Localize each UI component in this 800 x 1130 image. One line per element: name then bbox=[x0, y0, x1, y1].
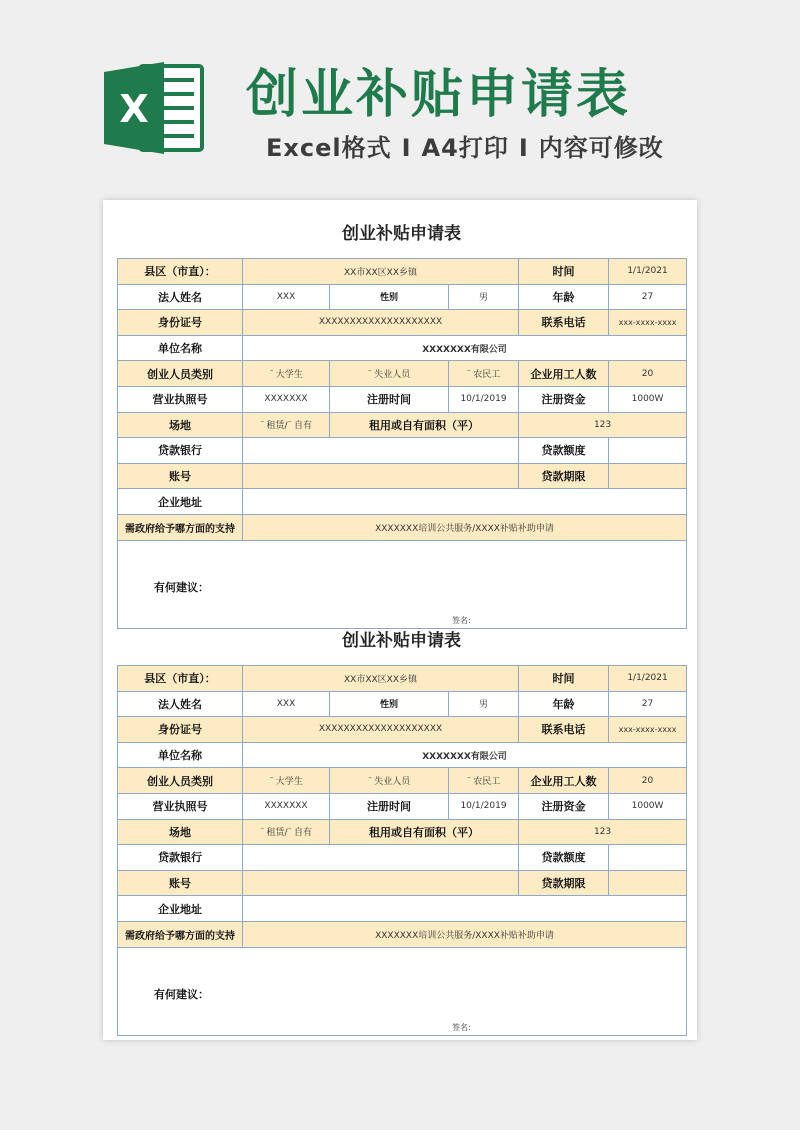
check-icon: ˜ bbox=[259, 421, 265, 432]
category-option-unemployed[interactable] bbox=[330, 768, 449, 794]
age-label: 年龄 bbox=[519, 284, 609, 310]
reg-time-value[interactable]: 10/1/2019 bbox=[449, 793, 519, 819]
account-value[interactable] bbox=[243, 870, 519, 896]
loan-term-label: 贷款期限 bbox=[519, 870, 609, 896]
reg-time-label: 注册时间 bbox=[330, 386, 449, 412]
legal-name-label: 法人姓名 bbox=[118, 284, 243, 310]
address-value[interactable] bbox=[243, 896, 687, 922]
table-row bbox=[118, 514, 687, 540]
table-row bbox=[118, 947, 687, 1035]
site-label: 场地 bbox=[118, 819, 243, 845]
company-value[interactable]: XXXXXXX有限公司 bbox=[243, 335, 687, 361]
license-label: 营业执照号 bbox=[118, 793, 243, 819]
application-form-1 bbox=[117, 208, 686, 629]
phone-label: 联系电话 bbox=[519, 717, 609, 743]
legal-name-label: 法人姓名 bbox=[118, 691, 243, 717]
site-options[interactable] bbox=[243, 412, 330, 438]
category-option-migrant[interactable] bbox=[449, 768, 519, 794]
check-icon: ˜ bbox=[367, 370, 373, 381]
excel-icon bbox=[102, 56, 206, 160]
print-label: A4打印 bbox=[421, 134, 509, 162]
table-row bbox=[118, 463, 687, 489]
category-option-student[interactable] bbox=[243, 768, 330, 794]
loan-amount-label: 贷款额度 bbox=[519, 438, 609, 464]
category-option-unemployed[interactable] bbox=[330, 361, 449, 387]
reg-time-label: 注册时间 bbox=[330, 793, 449, 819]
table-row bbox=[118, 768, 687, 794]
capital-value[interactable]: 1000W bbox=[609, 386, 687, 412]
option-text: 租赁/ bbox=[266, 421, 288, 432]
option-text: 大学生 bbox=[275, 370, 303, 381]
capital-value[interactable]: 1000W bbox=[609, 793, 687, 819]
table-row bbox=[118, 335, 687, 361]
table-row bbox=[118, 870, 687, 896]
id-number-value[interactable]: XXXXXXXXXXXXXXXXXXXX bbox=[243, 310, 519, 336]
check-icon: ˜ bbox=[287, 421, 293, 432]
loan-term-value[interactable] bbox=[609, 870, 687, 896]
suggestion-label: 有何建议： bbox=[154, 580, 209, 594]
area-label: 租用或自有面积（平） bbox=[330, 412, 519, 438]
support-label: 需政府给予哪方面的支持 bbox=[118, 921, 243, 947]
table-row bbox=[118, 742, 687, 768]
bank-value[interactable] bbox=[243, 845, 519, 871]
legal-name-value[interactable]: XXX bbox=[243, 284, 330, 310]
table-row bbox=[118, 489, 687, 515]
reg-time-value[interactable]: 10/1/2019 bbox=[449, 386, 519, 412]
separator: I bbox=[401, 134, 412, 162]
company-label: 单位名称 bbox=[118, 742, 243, 768]
capital-label: 注册资金 bbox=[519, 793, 609, 819]
option-text: 自有 bbox=[294, 421, 313, 432]
sheet-paper bbox=[103, 200, 697, 1040]
county-value[interactable]: XX市XX区XX乡镇 bbox=[243, 666, 519, 692]
table-row bbox=[118, 438, 687, 464]
table-row bbox=[118, 259, 687, 285]
company-label: 单位名称 bbox=[118, 335, 243, 361]
account-label: 账号 bbox=[118, 870, 243, 896]
signature-label: 签名: bbox=[452, 615, 471, 625]
capital-label: 注册资金 bbox=[519, 386, 609, 412]
check-icon: ˜ bbox=[269, 370, 274, 381]
gender-value[interactable]: 男 bbox=[449, 284, 519, 310]
license-value[interactable]: XXXXXXX bbox=[243, 793, 330, 819]
application-form-2 bbox=[117, 615, 686, 1036]
employees-value[interactable]: 20 bbox=[609, 768, 687, 794]
table-row bbox=[118, 691, 687, 717]
option-text: 农民工 bbox=[473, 777, 501, 788]
check-icon: ˜ bbox=[269, 777, 274, 788]
table-row bbox=[118, 666, 687, 692]
header-banner bbox=[0, 0, 800, 190]
time-value[interactable]: 1/1/2021 bbox=[609, 666, 687, 692]
bank-label: 贷款银行 bbox=[118, 845, 243, 871]
county-label: 县区（市直）： bbox=[118, 666, 243, 692]
check-icon: ˜ bbox=[367, 777, 373, 788]
loan-amount-value[interactable] bbox=[609, 438, 687, 464]
license-label: 营业执照号 bbox=[118, 386, 243, 412]
table-row bbox=[118, 310, 687, 336]
banner-subtitle bbox=[266, 128, 664, 163]
option-text: 农民工 bbox=[473, 370, 501, 381]
suggestion-label: 有何建议： bbox=[154, 987, 209, 1001]
employees-value[interactable]: 20 bbox=[609, 361, 687, 387]
id-number-label: 身份证号 bbox=[118, 717, 243, 743]
table-row bbox=[118, 284, 687, 310]
time-label: 时间 bbox=[519, 666, 609, 692]
age-value[interactable]: 27 bbox=[609, 284, 687, 310]
gender-value[interactable]: 男 bbox=[449, 691, 519, 717]
time-value[interactable]: 1/1/2021 bbox=[609, 259, 687, 285]
banner-title: 创业补贴申请表 bbox=[246, 65, 632, 125]
loan-term-label: 贷款期限 bbox=[519, 463, 609, 489]
form-table bbox=[117, 665, 687, 1036]
phone-value[interactable]: xxx-xxxx-xxxx bbox=[609, 717, 687, 743]
age-label: 年龄 bbox=[519, 691, 609, 717]
table-row bbox=[118, 793, 687, 819]
support-label: 需政府给予哪方面的支持 bbox=[118, 514, 243, 540]
id-number-value[interactable]: XXXXXXXXXXXXXXXXXXXX bbox=[243, 717, 519, 743]
site-options[interactable] bbox=[243, 819, 330, 845]
category-label: 创业人员类别 bbox=[118, 361, 243, 387]
support-value[interactable]: XXXXXXX培训公共服务/XXXX补贴补助申请 bbox=[243, 514, 687, 540]
table-row bbox=[118, 896, 687, 922]
license-value[interactable]: XXXXXXX bbox=[243, 386, 330, 412]
company-value[interactable]: XXXXXXX有限公司 bbox=[243, 742, 687, 768]
check-icon: ˜ bbox=[466, 370, 472, 381]
form-title: 创业补贴申请表 bbox=[342, 631, 461, 651]
time-label: 时间 bbox=[519, 259, 609, 285]
account-value[interactable] bbox=[243, 463, 519, 489]
address-label: 企业地址 bbox=[118, 896, 243, 922]
option-text: 租赁/ bbox=[266, 828, 288, 839]
bank-value[interactable] bbox=[243, 438, 519, 464]
site-label: 场地 bbox=[118, 412, 243, 438]
address-value[interactable] bbox=[243, 489, 687, 515]
table-row bbox=[118, 386, 687, 412]
area-label: 租用或自有面积（平） bbox=[330, 819, 519, 845]
check-icon: ˜ bbox=[466, 777, 472, 788]
age-value[interactable]: 27 bbox=[609, 691, 687, 717]
format-label: Excel格式 bbox=[266, 134, 392, 162]
account-label: 账号 bbox=[118, 463, 243, 489]
table-row bbox=[118, 819, 687, 845]
option-text: 大学生 bbox=[275, 777, 303, 788]
category-label: 创业人员类别 bbox=[118, 768, 243, 794]
check-icon: ˜ bbox=[259, 828, 265, 839]
id-number-label: 身份证号 bbox=[118, 310, 243, 336]
table-row bbox=[118, 845, 687, 871]
support-value[interactable]: XXXXXXX培训公共服务/XXXX补贴补助申请 bbox=[243, 921, 687, 947]
area-value[interactable]: 123 bbox=[519, 819, 687, 845]
phone-label: 联系电话 bbox=[519, 310, 609, 336]
loan-term-value[interactable] bbox=[609, 463, 687, 489]
phone-value[interactable]: xxx-xxxx-xxxx bbox=[609, 310, 687, 336]
option-text: 失业人员 bbox=[374, 370, 411, 381]
legal-name-value[interactable]: XXX bbox=[243, 691, 330, 717]
table-row bbox=[118, 921, 687, 947]
loan-amount-label: 贷款额度 bbox=[519, 845, 609, 871]
address-label: 企业地址 bbox=[118, 489, 243, 515]
bank-label: 贷款银行 bbox=[118, 438, 243, 464]
suggestion-area[interactable] bbox=[118, 947, 687, 1035]
table-row bbox=[118, 361, 687, 387]
editable-label: 内容可修改 bbox=[538, 134, 664, 162]
area-value[interactable]: 123 bbox=[519, 412, 687, 438]
option-text: 自有 bbox=[294, 828, 313, 839]
svg-text:X: X bbox=[119, 87, 149, 131]
category-option-student[interactable] bbox=[243, 361, 330, 387]
county-value[interactable]: XX市XX区XX乡镇 bbox=[243, 259, 519, 285]
separator: I bbox=[518, 134, 529, 162]
table-row bbox=[118, 717, 687, 743]
form-table bbox=[117, 258, 687, 629]
gender-label: 性别 bbox=[330, 284, 449, 310]
form-title: 创业补贴申请表 bbox=[342, 224, 461, 244]
gender-label: 性别 bbox=[330, 691, 449, 717]
employees-label: 企业用工人数 bbox=[519, 768, 609, 794]
category-option-migrant[interactable] bbox=[449, 361, 519, 387]
table-row bbox=[118, 412, 687, 438]
county-label: 县区（市直）： bbox=[118, 259, 243, 285]
signature-label: 签名: bbox=[452, 1022, 471, 1032]
check-icon: ˜ bbox=[287, 828, 293, 839]
employees-label: 企业用工人数 bbox=[519, 361, 609, 387]
loan-amount-value[interactable] bbox=[609, 845, 687, 871]
option-text: 失业人员 bbox=[374, 777, 411, 788]
